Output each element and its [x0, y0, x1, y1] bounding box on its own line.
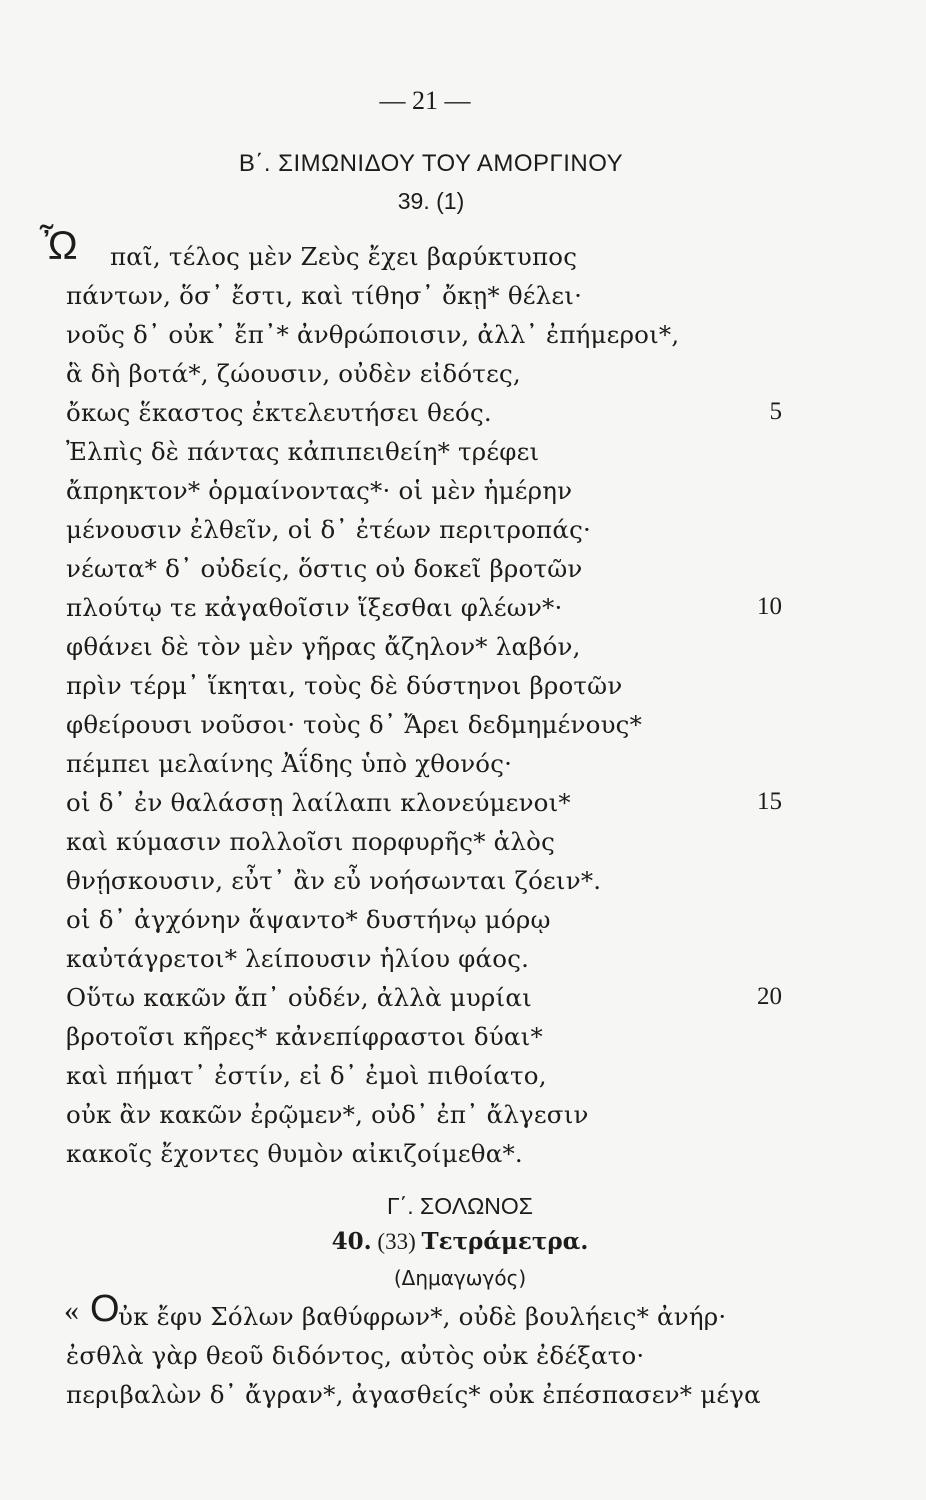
section-heading-simonides: Β΄. ΣΙΜΩΝΙΔΟΥ ΤΟΥ ΑΜΟΡΓΙΝΟΥ — [238, 150, 624, 177]
fragment-note: (Δημαγωγός) — [393, 1266, 527, 1290]
section-heading-solon: Γ΄. ΣΟΛΩΝΟΣ — [386, 1193, 534, 1219]
poem-line: περιβαλὼν δ᾽ ἄγραν*, ἀγασθείς* οὐκ ἐπέσπασεν* μέγα — [66, 1380, 761, 1409]
poem-line: οἱ δ᾽ ἐν θαλάσσῃ λαίλαπι κλονεύμενοι* — [66, 788, 571, 817]
page-number: — 21 — — [379, 86, 471, 115]
poem-line: καὶ κύμασιν πολλοῖσι πορφυρῆς* ἁλὸς — [66, 827, 556, 856]
poem-line: ὐκ ἔφυ Σόλων βαθύφρων*, οὐδὲ βουλήεις* ἀνήρ· — [118, 1302, 727, 1331]
line-number: 5 — [769, 398, 782, 425]
poem-line: φθείρουσι νοῦσοι· τοὺς δ᾽ Ἄρει δεδμημένους* — [66, 710, 643, 739]
poem-line: πέμπει μελαίνης Ἀΐδης ὑπὸ χθονός· — [66, 749, 513, 778]
fragment-number: 40. — [331, 1228, 372, 1255]
drop-initial: Ο — [90, 1288, 120, 1330]
poem-line: οὐκ ἂν κακῶν ἐρῷμεν*, οὐδ᾽ ἐπ᾽ ἄλγεσιν — [66, 1100, 589, 1129]
poem-line: πρὶν τέρμ᾽ ἵκηται, τοὺς δὲ δύστηνοι βροτῶν — [66, 671, 623, 700]
poem-line: οἱ δ᾽ ἀγχόνην ἅψαντο* δυστήνῳ μόρῳ — [66, 905, 551, 934]
poem-line: Ἐλπὶς δὲ πάντας κἀπιπειθείη* τρέφει — [66, 437, 540, 466]
poem-line: ἐσθλὰ γὰρ θεοῦ διδόντος, αὐτὸς οὐκ ἐδέξατο· — [66, 1341, 645, 1370]
poem-line: πλούτῳ τε κἀγαθοῖσιν ἵξεσθαι φλέων*· — [66, 593, 563, 622]
poem-line: βροτοῖσι κῆρες* κἀνεπίφραστοι δύαι* — [66, 1022, 543, 1051]
fragment-ref: (33) — [377, 1229, 416, 1254]
poem-line: καὐτάγρετοι* λείπουσιν ἡλίου φάος. — [66, 944, 530, 973]
poem-line: Οὕτω κακῶν ἄπ᾽ οὐδέν, ἀλλὰ μυρίαι — [66, 983, 532, 1012]
poem-line: νοῦς δ᾽ οὐκ᾽ ἔπ᾽* ἀνθρώποισιν, ἀλλ᾽ ἐπήμεροι*, — [66, 320, 680, 349]
poem-line: φθάνει δὲ τὸν μὲν γῆρας ἄζηλον* λαβόν, — [66, 632, 581, 661]
poem-line: ἄπρηκτον* ὁρμαίνοντας*· οἱ μὲν ἡμέρην — [66, 476, 573, 505]
fragment-meter: Τετράμετρα. — [421, 1228, 589, 1255]
poem-line: κακοῖς ἔχοντες θυμὸν αἰκιζοίμεθα*. — [66, 1139, 523, 1168]
line-number: 15 — [757, 788, 782, 815]
poem-line: ὄκως ἕκαστος ἐκτελευτήσει θεός. — [66, 398, 492, 427]
line-number: 10 — [757, 593, 782, 620]
poem-line: πάντων, ὅσ᾽ ἔστι, καὶ τίθησ᾽ ὄκῃ* θέλει· — [66, 281, 583, 310]
poem-line: παῖ, τέλος μὲν Ζεὺς ἔχει βαρύκτυπος — [110, 242, 578, 271]
poem-line: θνῄσκουσιν, εὖτ᾽ ἂν εὖ νοήσωνται ζόειν*. — [66, 866, 602, 895]
fragment-number-39: 39. (1) — [397, 188, 465, 214]
poem-line: ἃ δὴ βοτά*, ζώουσιν, οὐδὲν εἰδότες, — [66, 359, 521, 388]
poem-line: καὶ πήματ᾽ ἐστίν, εἰ δ᾽ ἐμοὶ πιθοίατο, — [66, 1061, 547, 1090]
poem-line: νέωτα* δ᾽ οὐδείς, ὅστις οὐ δοκεῖ βροτῶν — [66, 554, 583, 583]
drop-initial: Ὦ — [40, 224, 78, 268]
poem-line: μένουσιν ἐλθεῖν, οἱ δ᾽ ἐτέων περιτροπάς· — [66, 515, 592, 544]
fragment-number-40 — [0, 1228, 920, 1255]
line-number: 20 — [757, 983, 782, 1010]
opening-quote: « — [64, 1294, 79, 1327]
